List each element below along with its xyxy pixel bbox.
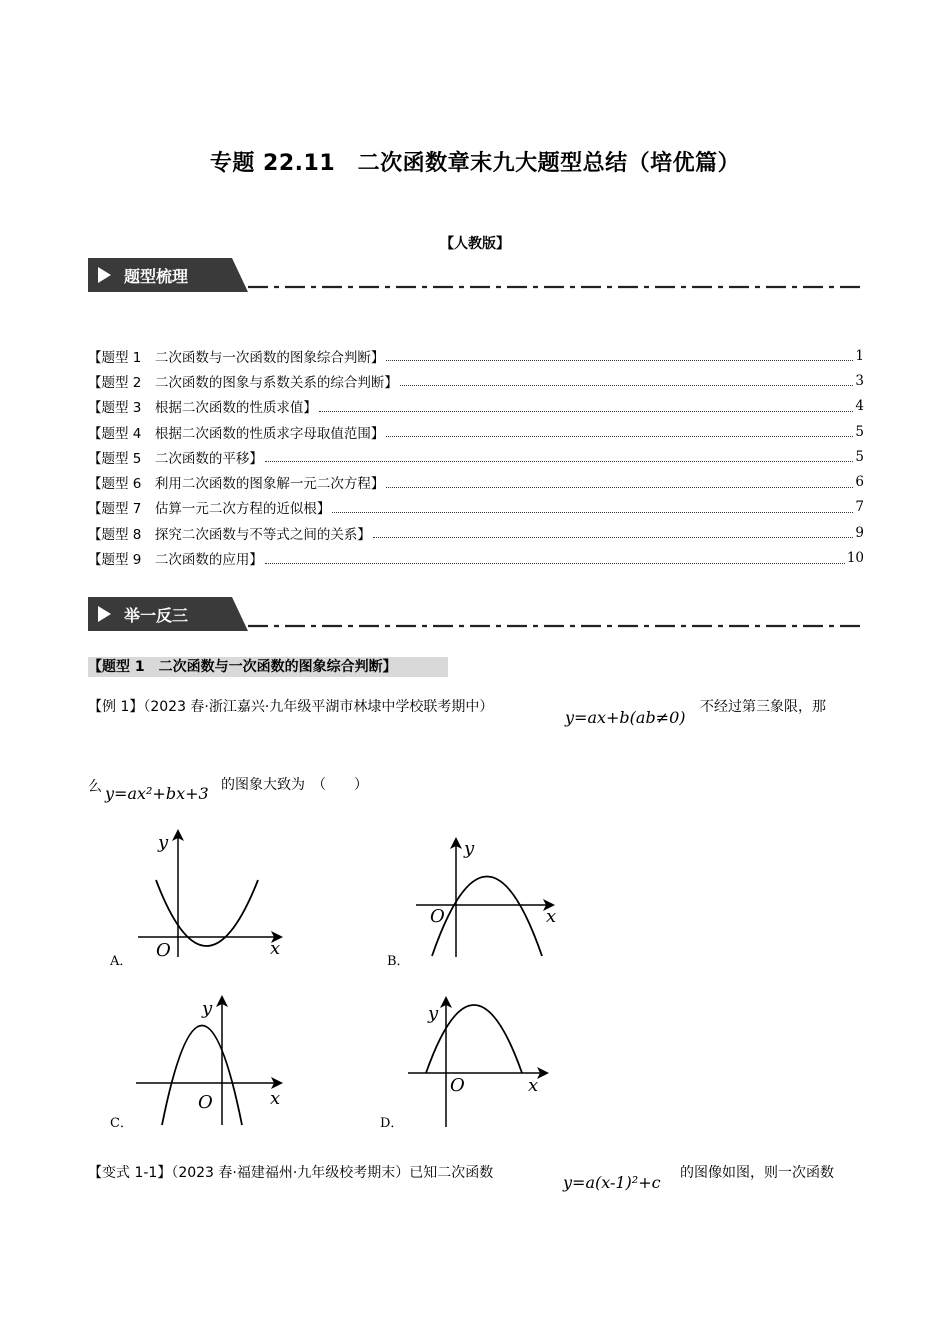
example-text: 不经过第三象限，那 <box>700 699 826 715</box>
toc-item[interactable]: 【题型 6 利用二次函数的图象解一元二次方程】 6 <box>88 474 864 493</box>
toc-item[interactable]: 【题型 2 二次函数的图象与系数关系的综合判断】 3 <box>88 372 864 391</box>
section-heading: 【题型 1 二次函数与一次函数的图象综合判断】 <box>88 657 448 677</box>
y-axis-label: y <box>428 1003 439 1024</box>
example-text-cont: 么 <box>88 779 102 795</box>
example-formula-2: y=ax²+bx+3 <box>105 784 209 803</box>
toc-item[interactable]: 【题型 3 根据二次函数的性质求值】 4 <box>88 398 864 417</box>
origin-label: O <box>430 906 445 927</box>
example-source: 【例 1】（2023 春·浙江嘉兴·九年级平湖市林埭中学校联考期中） <box>88 699 494 715</box>
variant-source: 【变式 1-1】（2023 春·福建福州·九年级校考期末）已知二次函数 <box>88 1165 494 1181</box>
page-title: 专题 22.11 二次函数章末九大题型总结（培优篇） <box>209 151 741 176</box>
section-banner-overview <box>88 258 248 292</box>
origin-label: O <box>198 1092 213 1113</box>
variant-formula: y=a(x-1)²+c <box>563 1173 661 1192</box>
dash-divider <box>248 285 863 289</box>
option-b-label[interactable]: B． <box>387 954 410 969</box>
y-axis-label: y <box>464 838 475 859</box>
y-axis-label: y <box>158 832 169 853</box>
graph-option-d <box>404 995 564 1130</box>
section-banner-practice <box>88 597 248 631</box>
option-a-label[interactable]: A． <box>110 954 133 969</box>
graph-option-b <box>412 832 572 962</box>
x-axis-label: x <box>270 938 281 959</box>
x-axis-label: x <box>546 906 557 927</box>
table-of-contents <box>88 343 864 571</box>
toc-item[interactable]: 【题型 4 根据二次函数的性质求字母取值范围】 5 <box>88 423 864 442</box>
toc-item[interactable]: 【题型 5 二次函数的平移】 5 <box>88 448 864 467</box>
dash-divider <box>248 624 863 628</box>
graph-option-a <box>130 822 290 962</box>
origin-label: O <box>450 1075 465 1096</box>
banner-title: 题型梳理 <box>124 267 189 286</box>
origin-label: O <box>156 940 171 961</box>
example-formula: y=ax+b(ab≠0) <box>565 708 686 727</box>
toc-item[interactable]: 【题型 9 二次函数的应用】 10 <box>88 550 864 569</box>
y-axis-label: y <box>202 998 213 1019</box>
edition-label: 【人教版】 <box>440 236 510 252</box>
toc-item[interactable]: 【题型 1 二次函数与一次函数的图象综合判断】 1 <box>88 347 864 366</box>
banner-title: 举一反三 <box>124 606 189 625</box>
option-c-label[interactable]: C． <box>110 1116 133 1131</box>
toc-item[interactable]: 【题型 8 探究二次函数与不等式之间的关系】 9 <box>88 524 864 543</box>
option-d-label[interactable]: D． <box>380 1116 404 1131</box>
example-question: 的图象大致为 （ ） <box>221 777 368 793</box>
toc-item[interactable]: 【题型 7 估算一元二次方程的近似根】 7 <box>88 499 864 518</box>
x-axis-label: x <box>528 1075 539 1096</box>
x-axis-label: x <box>270 1088 281 1109</box>
graph-option-c <box>130 988 290 1128</box>
variant-text: 的图像如图，则一次函数 <box>680 1165 834 1181</box>
